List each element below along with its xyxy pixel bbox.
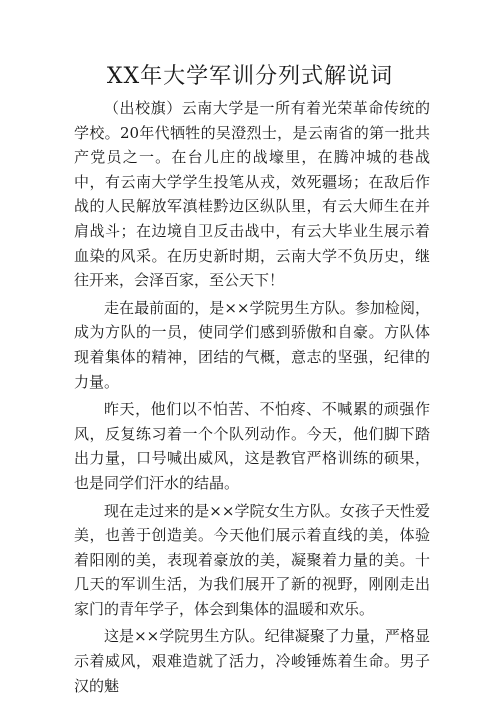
paragraph: 走在最前面的，是××学院男生方队。参加检阅，成为方队的一员，使同学们感到骄傲和自豪。方队体现着集体的精神，团结的气概，意志的坚强，纪律的力量。 [74,298,430,391]
paragraph: 这是××学院男生方队。纪律凝聚了力量，严格显示着威风，艰难造就了活力，冷峻锤炼着生命。男子汉的魅 [74,627,430,695]
paragraph: 现在走过来的是××学院女生方队。女孩子天性爱美，也善于创造美。今天他们展示着直线的美，体验着阳刚的美，表现着豪放的美，凝聚着力量的美。十几天的军训生活，为我们展开了新的视野，刚刚走出家门的青年学子，体会到集体的温暖和欢乐。 [74,501,430,618]
document-title: XX年大学军训分列式解说词 [106,64,394,89]
paragraph: （出校旗）云南大学是一所有着光荣革命传统的学校。20年代牺牲的吴澄烈士，是云南省的第一批共产党员之一。在台儿庄的战壕里，在腾冲城的巷战中，有云南大学学生投笔从戎，效死疆场；在敌后作战的人民解放军滇桂黔边区纵队里，有云大师生在并肩战斗；在边境自卫反击战中，有云大毕业生展示着血染的风采。在历史新时期，云南大学不负历史，继往开来，会泽百家，至公天下！ [74,99,430,290]
document-body [74,96,430,701]
paragraph: 昨天，他们以不怕苦、不怕疼、不喊累的顽强作风，反复练习着一个个队列动作。今天，他们脚下踏出力量，口号喊出威风，这是教官严格训练的硕果，也是同学们汗水的结晶。 [74,400,430,492]
